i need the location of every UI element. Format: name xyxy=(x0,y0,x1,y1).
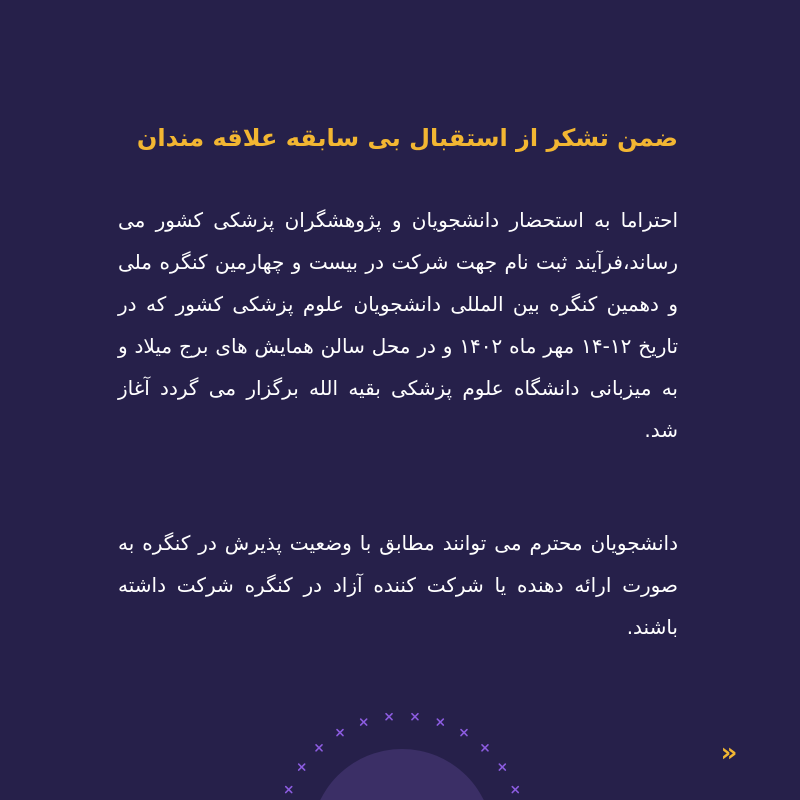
x-mark xyxy=(299,764,305,770)
x-mark xyxy=(461,730,467,736)
double-chevron-icon[interactable]: » xyxy=(720,738,738,768)
x-mark xyxy=(316,745,322,751)
x-mark xyxy=(361,719,367,725)
x-mark xyxy=(437,719,443,725)
x-mark xyxy=(286,787,292,793)
x-mark xyxy=(412,714,418,720)
participation-info-paragraph: دانشجویان محترم می توانند مطابق با وضعیت پذیرش در کنگره به صورت ارائه دهنده یا شرکت کننده آزاد در کنگره شرکت داشته باشند. xyxy=(118,531,678,639)
x-mark xyxy=(386,714,392,720)
registration-announcement-paragraph: احتراما به استحضار دانشجویان و پژوهشگران پزشکی کشور می رساند،فرآیند ثبت نام جهت شرکت در بیست و چهارمین کنگره ملی و دهمین کنگره بین المللی دانشجویان علوم پزشکی کشور که در تاریخ ۱۲-۱۴ مهر ماه ۱۴۰۲ و در محل سالن همایش های برج میلاد و به میزبانی دانشگاه علوم پزشکی بقیه الله برگزار می گردد آغاز شد. xyxy=(118,208,679,442)
x-mark xyxy=(512,787,518,793)
x-mark xyxy=(482,745,488,751)
slide-heading: ضمن تشکر از استقبال بی سابقه علاقه مندان xyxy=(136,124,678,152)
x-mark xyxy=(337,730,343,736)
x-mark xyxy=(499,764,505,770)
x-marks-ring-icon xyxy=(262,700,542,800)
